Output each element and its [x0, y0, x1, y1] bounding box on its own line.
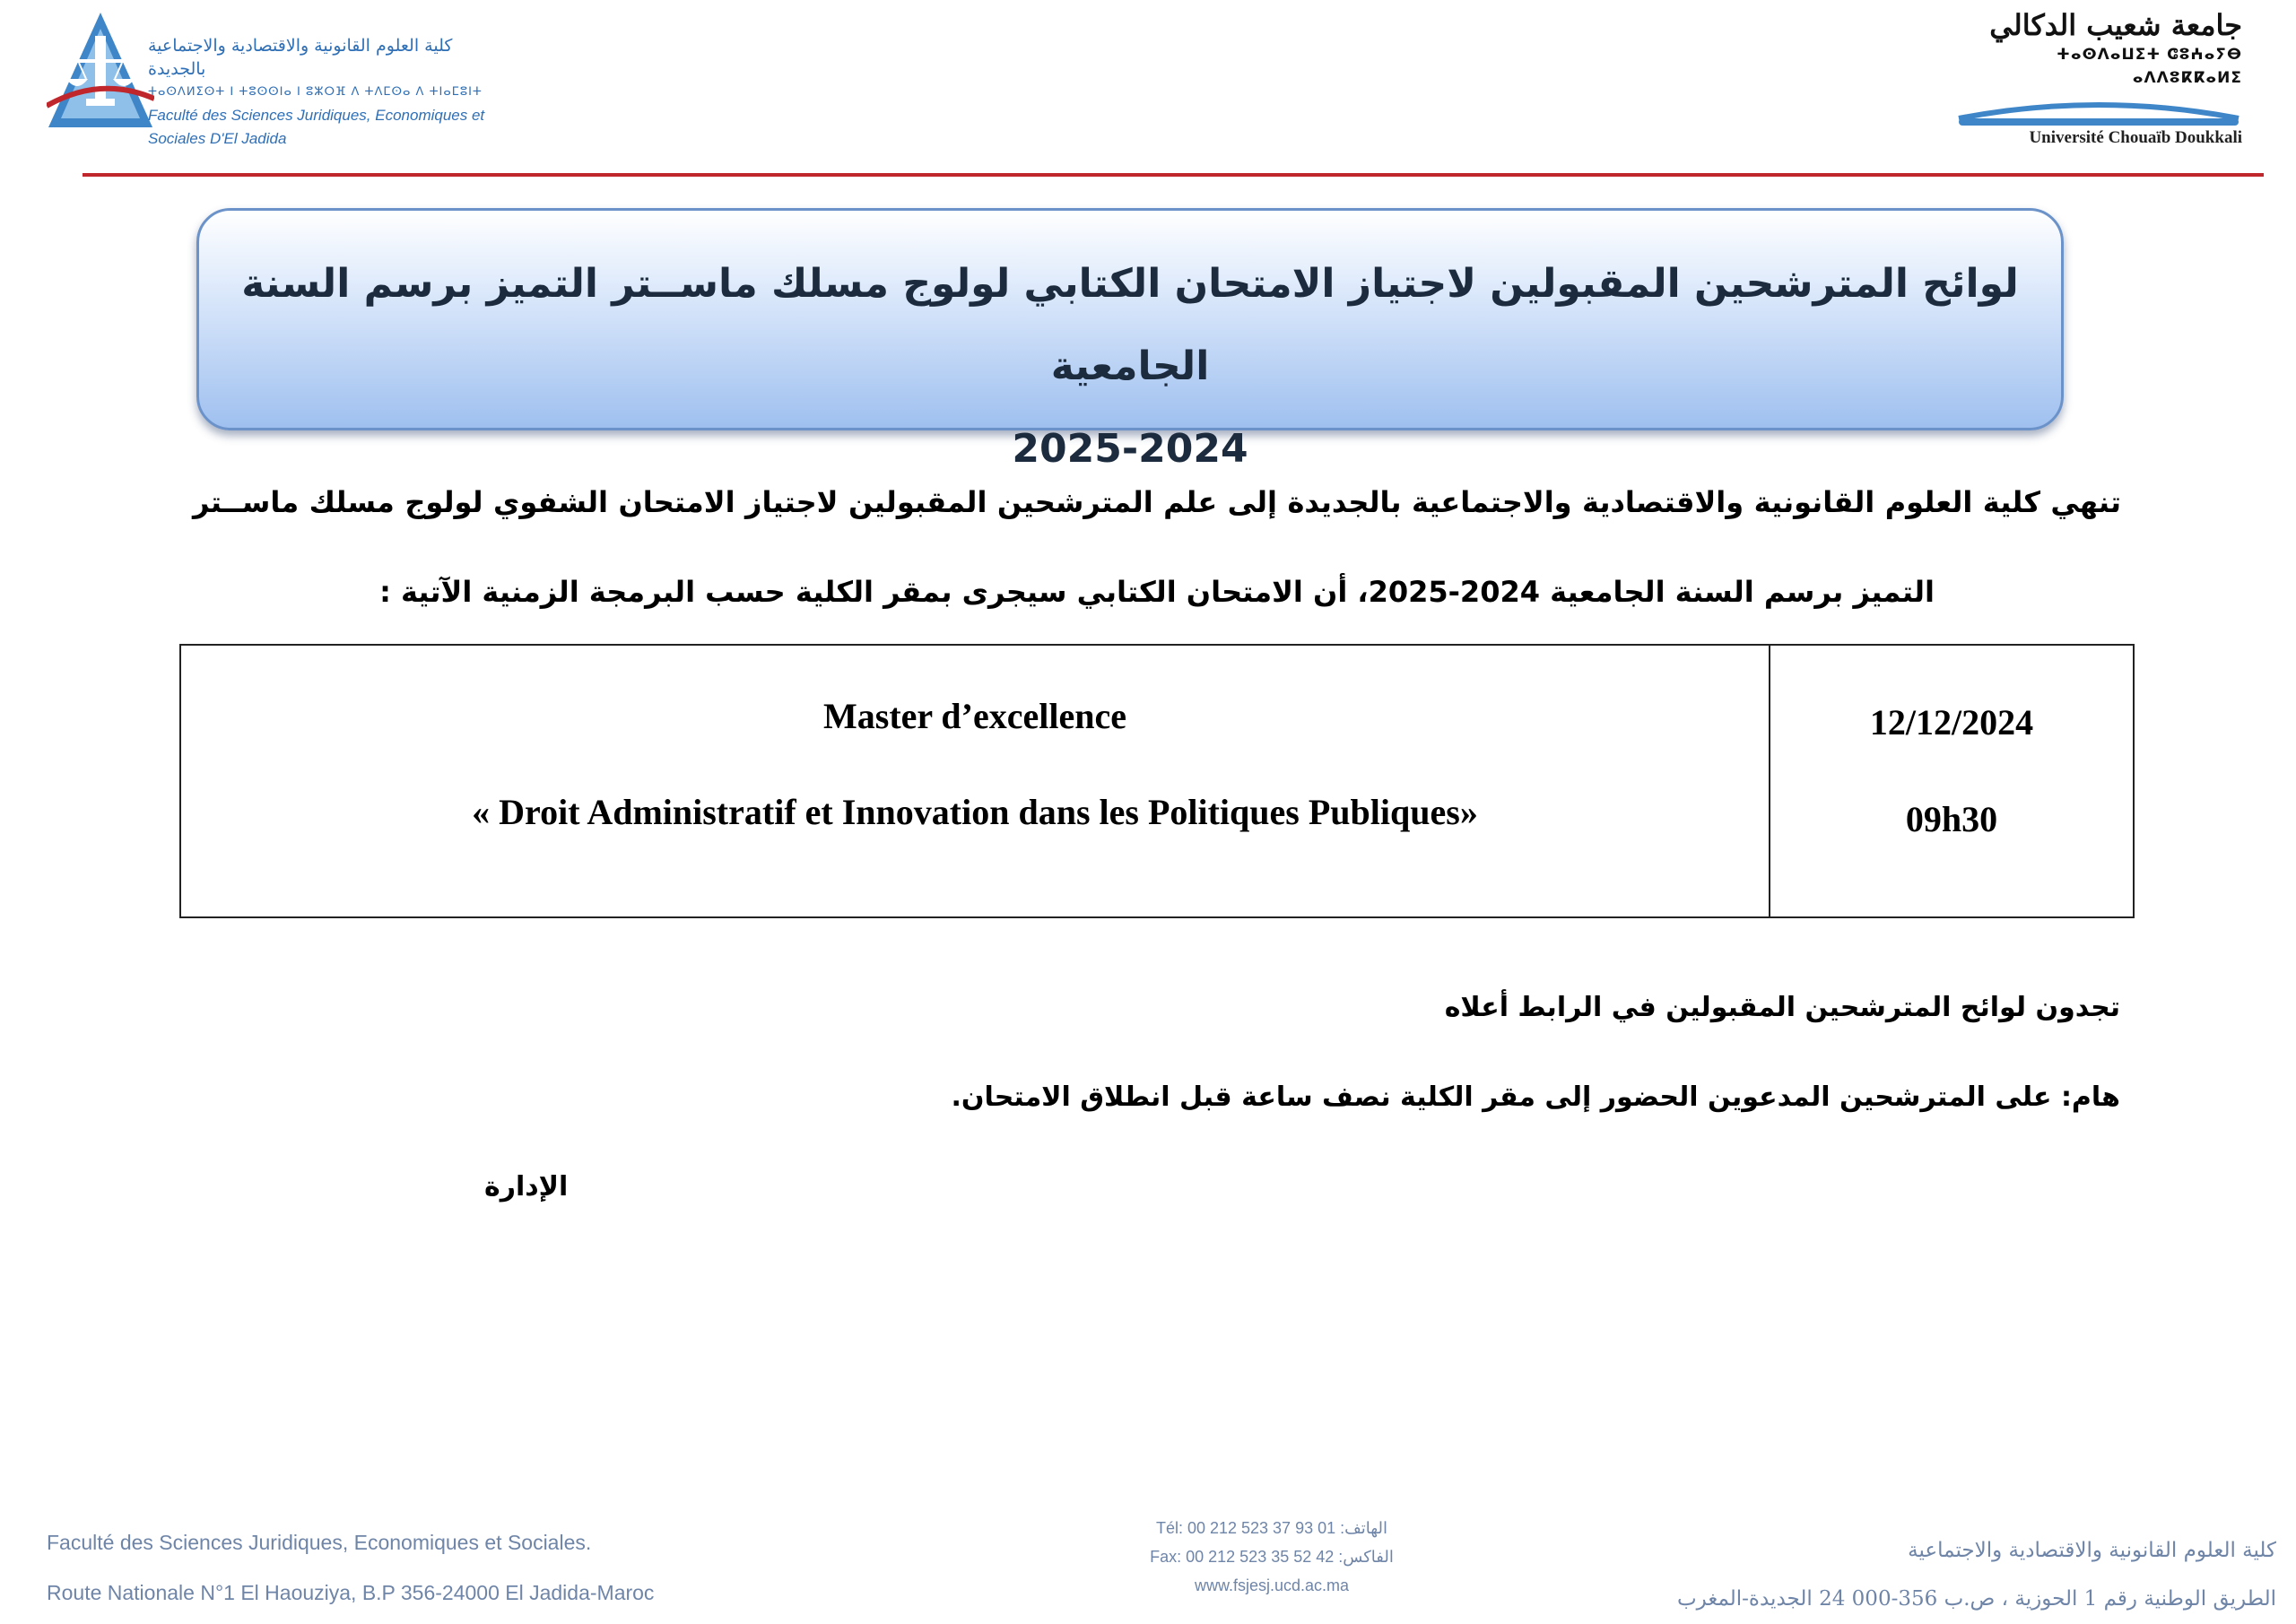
footer-website: www.fsjesj.ucd.ac.ma — [1194, 1576, 1350, 1594]
program-name: « Droit Administratif et Innovation dans les Politiques Publiques» — [472, 792, 1478, 832]
footer-contact — [1137, 1514, 1406, 1600]
exam-time: 09h30 — [1905, 799, 1998, 839]
important-note: هام: على المترشحين المدعوين الحضور إلى مقر الكلية نصف ساعة قبل انطلاق الامتحان. — [951, 1081, 2120, 1113]
faculty-name-fr: Faculté des Sciences Juridiques, Economiques et Sociales D'El Jadida — [148, 107, 485, 147]
footer-tel: Tél: 00 212 523 37 93 01 :الهاتف — [1155, 1519, 1388, 1537]
title-line-1: لوائح المترشحين المقبولين لاجتياز الامتحان الكتابي لولوج مسلك ماســتر التميز برسم السنة الجامعية — [241, 261, 2019, 389]
datetime-cell — [1770, 646, 2133, 916]
program-cell — [181, 646, 1769, 916]
university-name-fr: Université Chouaïb Doukkali — [2029, 128, 2242, 147]
faculty-name-ar: كلية العلوم القانونية والاقتصادية والاجتماعية بالجديدة — [148, 36, 453, 79]
header-divider — [83, 173, 2264, 177]
university-name-ar: جامعة شعيب الدكالي — [1989, 8, 2242, 42]
faculty-name-tifinagh: ⵜⴰⵙⴷⵍⵉⵙⵜ ⵏ ⵜⵓⵙⵙⵏⴰ ⵏ ⵓⵣⵔⴼ ⴷ ⵜⴷⵎⵙⴰ ⴷ ⵜⵏⴰⵎⵓⵏⵜ — [148, 85, 483, 99]
title-line-2: 2025-2024 — [1012, 426, 1248, 472]
footer-address-fr — [47, 1517, 654, 1618]
faculty-logo — [47, 13, 154, 127]
footer-address-ar — [1677, 1526, 2276, 1623]
schedule-table — [179, 644, 2135, 918]
footer-fax: Fax: 00 212 523 35 52 42 :الفاكس — [1150, 1548, 1394, 1566]
lists-link-note: تجدون لوائح المترشحين المقبولين في الرابط أعلاه — [1444, 992, 2120, 1023]
title-banner — [196, 208, 2064, 472]
university-logo — [1955, 7, 2242, 149]
footer-faculty-fr: Faculté des Sciences Juridiques, Economiques et Sociales. — [47, 1531, 592, 1554]
intro-paragraph: تنهي كلية العلوم القانونية والاقتصادية والاجتماعية بالجديدة إلى علم المترشحين المقبولين لاجتياز الامتحان الشفوي لولوج مسلك ماســتر التميز برسم السنة الجامعية 2024-2025، أن الامتحان الكتابي سيجرى بمقر الكلية حسب البرمجة الزمنية الآتية : — [193, 485, 2121, 609]
footer-route-ar: الطريق الوطنية رقم 1 الحوزية ، ص.ب 356-000 24 الجديدة-المغرب — [1677, 1587, 2276, 1611]
faculty-name-block — [148, 34, 507, 151]
page-title — [235, 243, 2025, 491]
footer-route-fr: Route Nationale N°1 El Haouziya, B.P 356-24000 El Jadida-Maroc — [47, 1581, 655, 1604]
signature: الإدارة — [484, 1171, 569, 1203]
university-arc-icon — [1955, 91, 2242, 127]
exam-date: 12/12/2024 — [1869, 702, 2034, 743]
footer-faculty-ar: كلية العلوم القانونية والاقتصادية والاجتماعية — [1908, 1539, 2276, 1562]
university-name-tifinagh: ⵜⴰⵙⴷⴰⵡⵉⵜ ⵛⵓⵄⴰⵢⴱ ⴰⴷⴷⵓⴽⴽⴰⵍⵉ — [2056, 46, 2242, 87]
program-title: Master d’excellence — [823, 696, 1126, 736]
